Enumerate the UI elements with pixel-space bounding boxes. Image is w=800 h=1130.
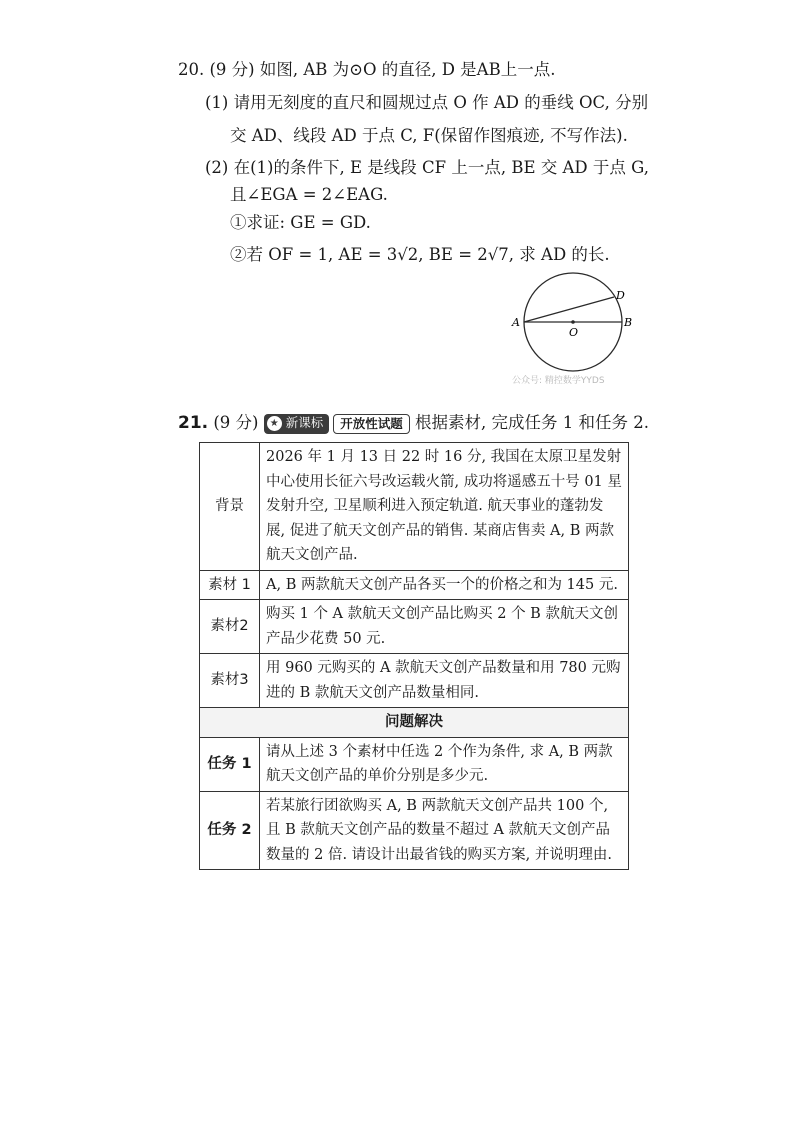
q20-line-2: (1) 请用无刻度的直尺和圆规过点 O 作 AD 的垂线 OC, 分别 <box>205 93 649 112</box>
q20-line-1: 20. (9 分) 如图, AB 为⊙O 的直径, D 是AB上一点. <box>178 60 556 79</box>
row-text: 购买 1 个 A 款航天文创产品比购买 2 个 B 款航天文创产品少花费 50 元. <box>260 600 629 654</box>
row-label: 素材2 <box>200 600 260 654</box>
row-text: 用 960 元购买的 A 款航天文创产品数量和用 780 元购进的 B 款航天文创产品数量相同. <box>260 654 629 708</box>
row-label: 素材 1 <box>200 570 260 600</box>
row-label: 背景 <box>200 443 260 571</box>
table-row <box>200 791 629 870</box>
row-text: 2026 年 1 月 13 日 22 时 16 分, 我国在太原卫星发射中心使用长征六号改运载火箭, 成功将遥感五十号 01 星发射升空, 卫星顺利进入预定轨道. 航天事业的蓬勃发展, 促进了航天文创产品的销售. 某商店售卖 A, B 两款航天文创产品. <box>260 443 629 571</box>
label-b: B <box>624 316 633 329</box>
q20-line-7: ②若 OF = 1, AE = 3√2, BE = 2√7, 求 AD 的长. <box>230 245 610 264</box>
q20-line-6: ①求证: GE = GD. <box>230 213 371 232</box>
task-label: 任务 2 <box>200 791 260 870</box>
table-row <box>200 600 629 654</box>
materials-table <box>199 442 629 870</box>
table-row <box>200 443 629 571</box>
chord-ad <box>524 297 614 322</box>
table-row <box>200 570 629 600</box>
q20-line-3: 交 AD、线段 AD 于点 C, F(保留作图痕迹, 不写作法). <box>230 126 628 145</box>
new-curriculum-tag <box>264 414 330 434</box>
label-d: D <box>616 289 625 302</box>
open-question-tag: 开放性试题 <box>333 414 410 434</box>
circle-figure <box>506 272 636 387</box>
q21-points: (9 分) <box>213 413 259 432</box>
row-text: A, B 两款航天文创产品各买一个的价格之和为 145 元. <box>260 570 629 600</box>
table-row <box>200 737 629 791</box>
q21-intro: 根据素材, 完成任务 1 和任务 2. <box>415 413 649 432</box>
task-text: 请从上述 3 个素材中任选 2 个作为条件, 求 A, B 两款航天文创产品的单价分别是多少元. <box>260 737 629 791</box>
row-label: 素材3 <box>200 654 260 708</box>
watermark: 公众号: 精控数学YYDS <box>512 376 605 386</box>
star-icon: ★ <box>267 416 282 431</box>
center-point-o <box>571 320 575 324</box>
table-row <box>200 654 629 708</box>
tag-new-label: 新课标 <box>285 414 324 430</box>
task-label: 任务 1 <box>200 737 260 791</box>
q20-line-4: (2) 在(1)的条件下, E 是线段 CF 上一点, BE 交 AD 于点 G, <box>205 158 649 177</box>
q21-number: 21. <box>178 413 209 433</box>
q20-line-5: 且∠EGA = 2∠EAG. <box>230 185 388 204</box>
label-a: A <box>512 316 520 329</box>
task-text: 若某旅行团欲购买 A, B 两款航天文创产品共 100 个, 且 B 款航天文创产品的数量不超过 A 款航天文创产品数量的 2 倍. 请设计出最省钱的购买方案, 并说明理由. <box>260 791 629 870</box>
section-title: 问题解决 <box>200 708 629 738</box>
section-header-row <box>200 708 629 738</box>
label-o: O <box>569 326 579 339</box>
q21-header <box>178 410 649 436</box>
